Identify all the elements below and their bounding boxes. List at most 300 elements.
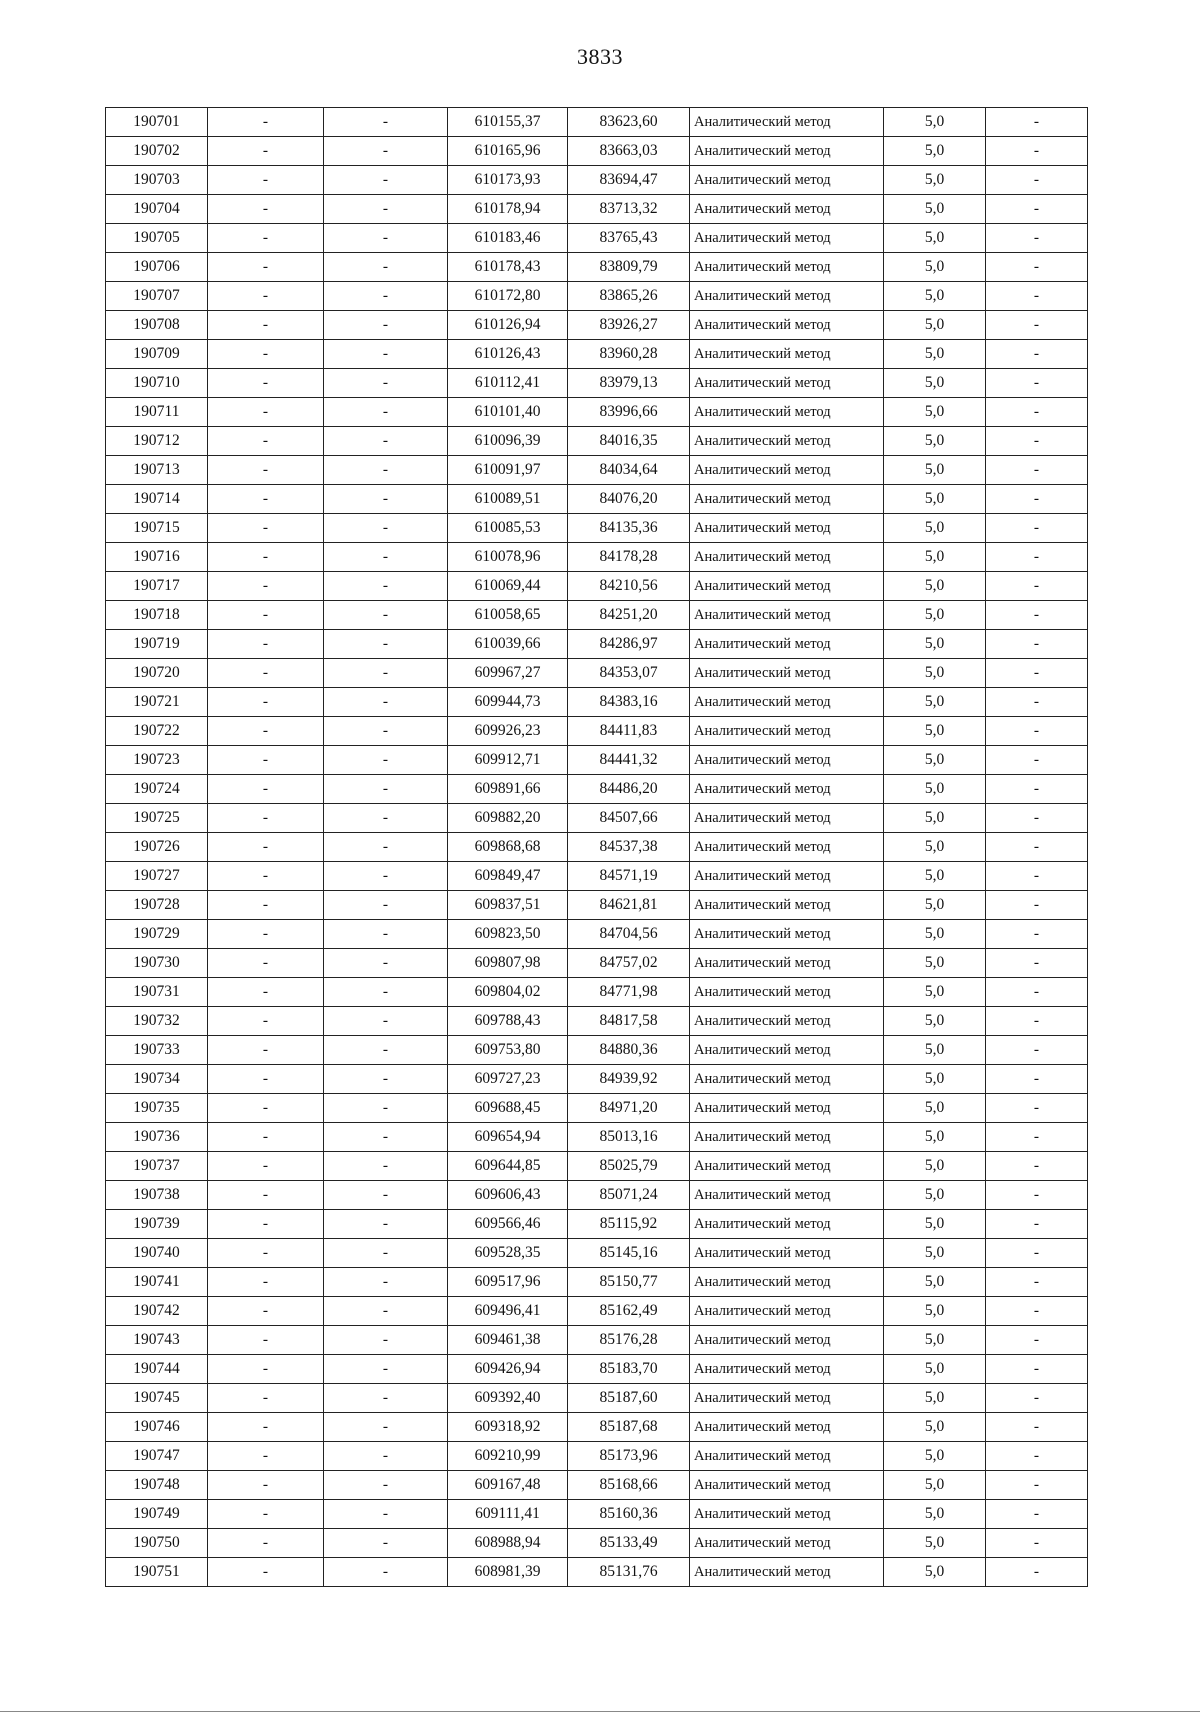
cell-point-number: 190711: [106, 398, 208, 427]
cell-y-coordinate: 84757,02: [568, 949, 690, 978]
table-row: [106, 224, 1088, 253]
cell-col3: -: [324, 804, 448, 833]
cell-x-coordinate: 609654,94: [448, 1123, 568, 1152]
table-row: [106, 1326, 1088, 1355]
cell-y-coordinate: 83663,03: [568, 137, 690, 166]
cell-method: Аналитический метод: [690, 659, 884, 688]
cell-y-coordinate: 84076,20: [568, 485, 690, 514]
table-body: [106, 108, 1088, 1587]
cell-accuracy: 5,0: [884, 920, 986, 949]
cell-accuracy: 5,0: [884, 224, 986, 253]
cell-accuracy: 5,0: [884, 601, 986, 630]
cell-accuracy: 5,0: [884, 1123, 986, 1152]
cell-col3: -: [324, 601, 448, 630]
cell-col8: -: [986, 833, 1088, 862]
cell-col3: -: [324, 1384, 448, 1413]
cell-col8: -: [986, 659, 1088, 688]
cell-y-coordinate: 85115,92: [568, 1210, 690, 1239]
table-row: [106, 398, 1088, 427]
cell-accuracy: 5,0: [884, 1268, 986, 1297]
cell-col8: -: [986, 1413, 1088, 1442]
cell-col2: -: [208, 1065, 324, 1094]
table-row: [106, 456, 1088, 485]
table-row: [106, 1065, 1088, 1094]
cell-method: Аналитический метод: [690, 862, 884, 891]
cell-y-coordinate: 84383,16: [568, 688, 690, 717]
cell-x-coordinate: 609392,40: [448, 1384, 568, 1413]
table-row: [106, 1500, 1088, 1529]
table-row: [106, 311, 1088, 340]
table-row: [106, 369, 1088, 398]
cell-col8: -: [986, 746, 1088, 775]
cell-method: Аналитический метод: [690, 949, 884, 978]
cell-x-coordinate: 609837,51: [448, 891, 568, 920]
table-row: [106, 1036, 1088, 1065]
cell-method: Аналитический метод: [690, 1065, 884, 1094]
cell-col2: -: [208, 1297, 324, 1326]
cell-x-coordinate: 609528,35: [448, 1239, 568, 1268]
table-row: [106, 427, 1088, 456]
cell-col8: -: [986, 1094, 1088, 1123]
cell-x-coordinate: 609644,85: [448, 1152, 568, 1181]
cell-col2: -: [208, 253, 324, 282]
cell-method: Аналитический метод: [690, 978, 884, 1007]
cell-col2: -: [208, 1355, 324, 1384]
table-row: [106, 282, 1088, 311]
cell-x-coordinate: 609496,41: [448, 1297, 568, 1326]
cell-accuracy: 5,0: [884, 1529, 986, 1558]
cell-point-number: 190706: [106, 253, 208, 282]
cell-col8: -: [986, 717, 1088, 746]
cell-point-number: 190704: [106, 195, 208, 224]
cell-method: Аналитический метод: [690, 1471, 884, 1500]
cell-point-number: 190721: [106, 688, 208, 717]
scan-bottom-line: [0, 1711, 1200, 1712]
cell-x-coordinate: 609426,94: [448, 1355, 568, 1384]
table-row: [106, 1094, 1088, 1123]
cell-col3: -: [324, 1065, 448, 1094]
cell-col8: -: [986, 427, 1088, 456]
cell-method: Аналитический метод: [690, 1384, 884, 1413]
cell-x-coordinate: 609912,71: [448, 746, 568, 775]
cell-x-coordinate: 610039,66: [448, 630, 568, 659]
cell-col8: -: [986, 1529, 1088, 1558]
cell-col2: -: [208, 224, 324, 253]
cell-accuracy: 5,0: [884, 978, 986, 1007]
cell-col3: -: [324, 340, 448, 369]
cell-col8: -: [986, 891, 1088, 920]
cell-x-coordinate: 609753,80: [448, 1036, 568, 1065]
cell-col8: -: [986, 1500, 1088, 1529]
cell-y-coordinate: 85187,60: [568, 1384, 690, 1413]
cell-method: Аналитический метод: [690, 1094, 884, 1123]
cell-x-coordinate: 610165,96: [448, 137, 568, 166]
cell-method: Аналитический метод: [690, 1297, 884, 1326]
cell-method: Аналитический метод: [690, 1239, 884, 1268]
cell-x-coordinate: 610069,44: [448, 572, 568, 601]
table-row: [106, 920, 1088, 949]
cell-col2: -: [208, 804, 324, 833]
cell-y-coordinate: 84016,35: [568, 427, 690, 456]
cell-col8: -: [986, 1181, 1088, 1210]
cell-col3: -: [324, 717, 448, 746]
cell-col8: -: [986, 978, 1088, 1007]
table-row: [106, 1152, 1088, 1181]
cell-accuracy: 5,0: [884, 108, 986, 137]
cell-col2: -: [208, 1036, 324, 1065]
cell-accuracy: 5,0: [884, 1065, 986, 1094]
cell-col2: -: [208, 1123, 324, 1152]
cell-method: Аналитический метод: [690, 398, 884, 427]
cell-col2: -: [208, 456, 324, 485]
cell-col2: -: [208, 659, 324, 688]
table-row: [106, 891, 1088, 920]
cell-col3: -: [324, 108, 448, 137]
cell-col3: -: [324, 1181, 448, 1210]
cell-col3: -: [324, 1152, 448, 1181]
cell-col3: -: [324, 195, 448, 224]
cell-accuracy: 5,0: [884, 137, 986, 166]
cell-col3: -: [324, 1355, 448, 1384]
cell-method: Аналитический метод: [690, 427, 884, 456]
cell-col3: -: [324, 1094, 448, 1123]
cell-method: Аналитический метод: [690, 253, 884, 282]
cell-accuracy: 5,0: [884, 717, 986, 746]
cell-accuracy: 5,0: [884, 1181, 986, 1210]
cell-method: Аналитический метод: [690, 1355, 884, 1384]
cell-point-number: 190701: [106, 108, 208, 137]
table-row: [106, 775, 1088, 804]
table-row: [106, 601, 1088, 630]
cell-accuracy: 5,0: [884, 1442, 986, 1471]
table-row: [106, 514, 1088, 543]
cell-point-number: 190703: [106, 166, 208, 195]
table-row: [106, 1442, 1088, 1471]
cell-accuracy: 5,0: [884, 891, 986, 920]
cell-point-number: 190729: [106, 920, 208, 949]
cell-col3: -: [324, 1123, 448, 1152]
cell-accuracy: 5,0: [884, 195, 986, 224]
cell-col8: -: [986, 485, 1088, 514]
cell-col2: -: [208, 1007, 324, 1036]
cell-point-number: 190747: [106, 1442, 208, 1471]
cell-method: Аналитический метод: [690, 630, 884, 659]
cell-col8: -: [986, 804, 1088, 833]
cell-point-number: 190726: [106, 833, 208, 862]
table-row: [106, 485, 1088, 514]
table-row: [106, 1413, 1088, 1442]
cell-col8: -: [986, 1326, 1088, 1355]
cell-col8: -: [986, 601, 1088, 630]
cell-y-coordinate: 83809,79: [568, 253, 690, 282]
cell-col2: -: [208, 891, 324, 920]
cell-col3: -: [324, 920, 448, 949]
cell-col3: -: [324, 311, 448, 340]
cell-col8: -: [986, 137, 1088, 166]
cell-point-number: 190742: [106, 1297, 208, 1326]
cell-point-number: 190709: [106, 340, 208, 369]
cell-col3: -: [324, 166, 448, 195]
cell-method: Аналитический метод: [690, 514, 884, 543]
cell-y-coordinate: 85025,79: [568, 1152, 690, 1181]
cell-col2: -: [208, 601, 324, 630]
cell-y-coordinate: 83694,47: [568, 166, 690, 195]
cell-col3: -: [324, 862, 448, 891]
table-row: [106, 1123, 1088, 1152]
cell-y-coordinate: 84178,28: [568, 543, 690, 572]
table-row: [106, 978, 1088, 1007]
cell-col8: -: [986, 369, 1088, 398]
cell-accuracy: 5,0: [884, 572, 986, 601]
cell-accuracy: 5,0: [884, 659, 986, 688]
cell-point-number: 190715: [106, 514, 208, 543]
table-row: [106, 688, 1088, 717]
cell-y-coordinate: 85131,76: [568, 1558, 690, 1587]
cell-y-coordinate: 85133,49: [568, 1529, 690, 1558]
cell-col2: -: [208, 137, 324, 166]
cell-col3: -: [324, 630, 448, 659]
cell-y-coordinate: 83713,32: [568, 195, 690, 224]
cell-accuracy: 5,0: [884, 282, 986, 311]
cell-x-coordinate: 609823,50: [448, 920, 568, 949]
cell-col8: -: [986, 1297, 1088, 1326]
cell-point-number: 190719: [106, 630, 208, 659]
cell-col8: -: [986, 688, 1088, 717]
cell-x-coordinate: 609111,41: [448, 1500, 568, 1529]
cell-col8: -: [986, 543, 1088, 572]
cell-accuracy: 5,0: [884, 1036, 986, 1065]
cell-accuracy: 5,0: [884, 514, 986, 543]
cell-y-coordinate: 84135,36: [568, 514, 690, 543]
cell-col2: -: [208, 1471, 324, 1500]
cell-y-coordinate: 83926,27: [568, 311, 690, 340]
cell-x-coordinate: 609566,46: [448, 1210, 568, 1239]
cell-col2: -: [208, 1500, 324, 1529]
cell-col3: -: [324, 1529, 448, 1558]
cell-col3: -: [324, 1442, 448, 1471]
cell-x-coordinate: 609891,66: [448, 775, 568, 804]
cell-col3: -: [324, 833, 448, 862]
table-row: [106, 717, 1088, 746]
cell-method: Аналитический метод: [690, 601, 884, 630]
cell-col2: -: [208, 1181, 324, 1210]
cell-point-number: 190745: [106, 1384, 208, 1413]
cell-col3: -: [324, 978, 448, 1007]
cell-x-coordinate: 609807,98: [448, 949, 568, 978]
cell-y-coordinate: 83765,43: [568, 224, 690, 253]
cell-col8: -: [986, 1065, 1088, 1094]
cell-y-coordinate: 84771,98: [568, 978, 690, 1007]
cell-method: Аналитический метод: [690, 166, 884, 195]
cell-y-coordinate: 84251,20: [568, 601, 690, 630]
cell-x-coordinate: 610173,93: [448, 166, 568, 195]
cell-point-number: 190744: [106, 1355, 208, 1384]
cell-y-coordinate: 83865,26: [568, 282, 690, 311]
cell-col2: -: [208, 1529, 324, 1558]
cell-col3: -: [324, 891, 448, 920]
cell-col2: -: [208, 1152, 324, 1181]
cell-col3: -: [324, 1500, 448, 1529]
cell-y-coordinate: 85160,36: [568, 1500, 690, 1529]
cell-point-number: 190718: [106, 601, 208, 630]
cell-point-number: 190705: [106, 224, 208, 253]
cell-col8: -: [986, 340, 1088, 369]
cell-col3: -: [324, 1471, 448, 1500]
page-number: 3833: [577, 44, 623, 69]
cell-accuracy: 5,0: [884, 427, 986, 456]
cell-method: Аналитический метод: [690, 1268, 884, 1297]
cell-col2: -: [208, 572, 324, 601]
cell-col3: -: [324, 1413, 448, 1442]
cell-accuracy: 5,0: [884, 456, 986, 485]
cell-col3: -: [324, 282, 448, 311]
cell-col2: -: [208, 543, 324, 572]
cell-col3: -: [324, 253, 448, 282]
cell-y-coordinate: 84817,58: [568, 1007, 690, 1036]
cell-method: Аналитический метод: [690, 1036, 884, 1065]
cell-x-coordinate: 609849,47: [448, 862, 568, 891]
cell-col8: -: [986, 1210, 1088, 1239]
cell-method: Аналитический метод: [690, 485, 884, 514]
cell-x-coordinate: 610172,80: [448, 282, 568, 311]
cell-col3: -: [324, 1558, 448, 1587]
cell-col8: -: [986, 572, 1088, 601]
cell-point-number: 190743: [106, 1326, 208, 1355]
table-row: [106, 1268, 1088, 1297]
cell-point-number: 190748: [106, 1471, 208, 1500]
cell-col3: -: [324, 398, 448, 427]
cell-x-coordinate: 609788,43: [448, 1007, 568, 1036]
cell-point-number: 190732: [106, 1007, 208, 1036]
cell-col2: -: [208, 688, 324, 717]
cell-col2: -: [208, 978, 324, 1007]
table-row: [106, 659, 1088, 688]
cell-col3: -: [324, 1326, 448, 1355]
cell-point-number: 190724: [106, 775, 208, 804]
cell-col2: -: [208, 717, 324, 746]
cell-y-coordinate: 85173,96: [568, 1442, 690, 1471]
cell-method: Аналитический метод: [690, 1442, 884, 1471]
cell-x-coordinate: 609882,20: [448, 804, 568, 833]
cell-method: Аналитический метод: [690, 572, 884, 601]
cell-accuracy: 5,0: [884, 1558, 986, 1587]
cell-method: Аналитический метод: [690, 891, 884, 920]
cell-accuracy: 5,0: [884, 1326, 986, 1355]
cell-accuracy: 5,0: [884, 1471, 986, 1500]
table-row: [106, 195, 1088, 224]
cell-y-coordinate: 85162,49: [568, 1297, 690, 1326]
cell-col8: -: [986, 398, 1088, 427]
cell-col2: -: [208, 514, 324, 543]
cell-method: Аналитический метод: [690, 224, 884, 253]
cell-accuracy: 5,0: [884, 1094, 986, 1123]
cell-col8: -: [986, 1442, 1088, 1471]
cell-x-coordinate: 610178,94: [448, 195, 568, 224]
cell-y-coordinate: 84507,66: [568, 804, 690, 833]
cell-y-coordinate: 84441,32: [568, 746, 690, 775]
cell-method: Аналитический метод: [690, 688, 884, 717]
cell-col8: -: [986, 195, 1088, 224]
cell-col2: -: [208, 775, 324, 804]
cell-accuracy: 5,0: [884, 369, 986, 398]
cell-col8: -: [986, 166, 1088, 195]
cell-col2: -: [208, 311, 324, 340]
cell-y-coordinate: 85145,16: [568, 1239, 690, 1268]
cell-y-coordinate: 85071,24: [568, 1181, 690, 1210]
cell-point-number: 190713: [106, 456, 208, 485]
table-row: [106, 949, 1088, 978]
cell-method: Аналитический метод: [690, 1181, 884, 1210]
cell-y-coordinate: 85176,28: [568, 1326, 690, 1355]
cell-col8: -: [986, 775, 1088, 804]
cell-point-number: 190702: [106, 137, 208, 166]
cell-col8: -: [986, 514, 1088, 543]
cell-method: Аналитический метод: [690, 543, 884, 572]
cell-col8: -: [986, 1384, 1088, 1413]
cell-x-coordinate: 610091,97: [448, 456, 568, 485]
cell-accuracy: 5,0: [884, 630, 986, 659]
cell-method: Аналитический метод: [690, 1210, 884, 1239]
cell-accuracy: 5,0: [884, 949, 986, 978]
cell-x-coordinate: 608981,39: [448, 1558, 568, 1587]
cell-point-number: 190730: [106, 949, 208, 978]
cell-x-coordinate: 609944,73: [448, 688, 568, 717]
cell-method: Аналитический метод: [690, 833, 884, 862]
cell-col3: -: [324, 775, 448, 804]
cell-col2: -: [208, 485, 324, 514]
cell-accuracy: 5,0: [884, 311, 986, 340]
cell-col8: -: [986, 224, 1088, 253]
cell-point-number: 190707: [106, 282, 208, 311]
cell-y-coordinate: 84939,92: [568, 1065, 690, 1094]
cell-col3: -: [324, 659, 448, 688]
cell-col2: -: [208, 369, 324, 398]
cell-col2: -: [208, 398, 324, 427]
cell-method: Аналитический метод: [690, 804, 884, 833]
cell-y-coordinate: 84210,56: [568, 572, 690, 601]
cell-col3: -: [324, 688, 448, 717]
cell-method: Аналитический метод: [690, 137, 884, 166]
cell-y-coordinate: 84621,81: [568, 891, 690, 920]
cell-point-number: 190716: [106, 543, 208, 572]
cell-col8: -: [986, 920, 1088, 949]
cell-method: Аналитический метод: [690, 1152, 884, 1181]
cell-accuracy: 5,0: [884, 1355, 986, 1384]
cell-accuracy: 5,0: [884, 253, 986, 282]
cell-method: Аналитический метод: [690, 1558, 884, 1587]
cell-col8: -: [986, 949, 1088, 978]
cell-col8: -: [986, 282, 1088, 311]
cell-method: Аналитический метод: [690, 1326, 884, 1355]
table-row: [106, 137, 1088, 166]
cell-point-number: 190708: [106, 311, 208, 340]
table-row: [106, 253, 1088, 282]
cell-point-number: 190722: [106, 717, 208, 746]
cell-point-number: 190720: [106, 659, 208, 688]
table-row: [106, 572, 1088, 601]
cell-y-coordinate: 85013,16: [568, 1123, 690, 1152]
cell-y-coordinate: 83623,60: [568, 108, 690, 137]
cell-col3: -: [324, 1036, 448, 1065]
cell-col8: -: [986, 253, 1088, 282]
cell-x-coordinate: 609804,02: [448, 978, 568, 1007]
cell-col2: -: [208, 630, 324, 659]
cell-col2: -: [208, 1094, 324, 1123]
cell-y-coordinate: 84034,64: [568, 456, 690, 485]
cell-method: Аналитический метод: [690, 311, 884, 340]
cell-x-coordinate: 610078,96: [448, 543, 568, 572]
cell-col3: -: [324, 369, 448, 398]
